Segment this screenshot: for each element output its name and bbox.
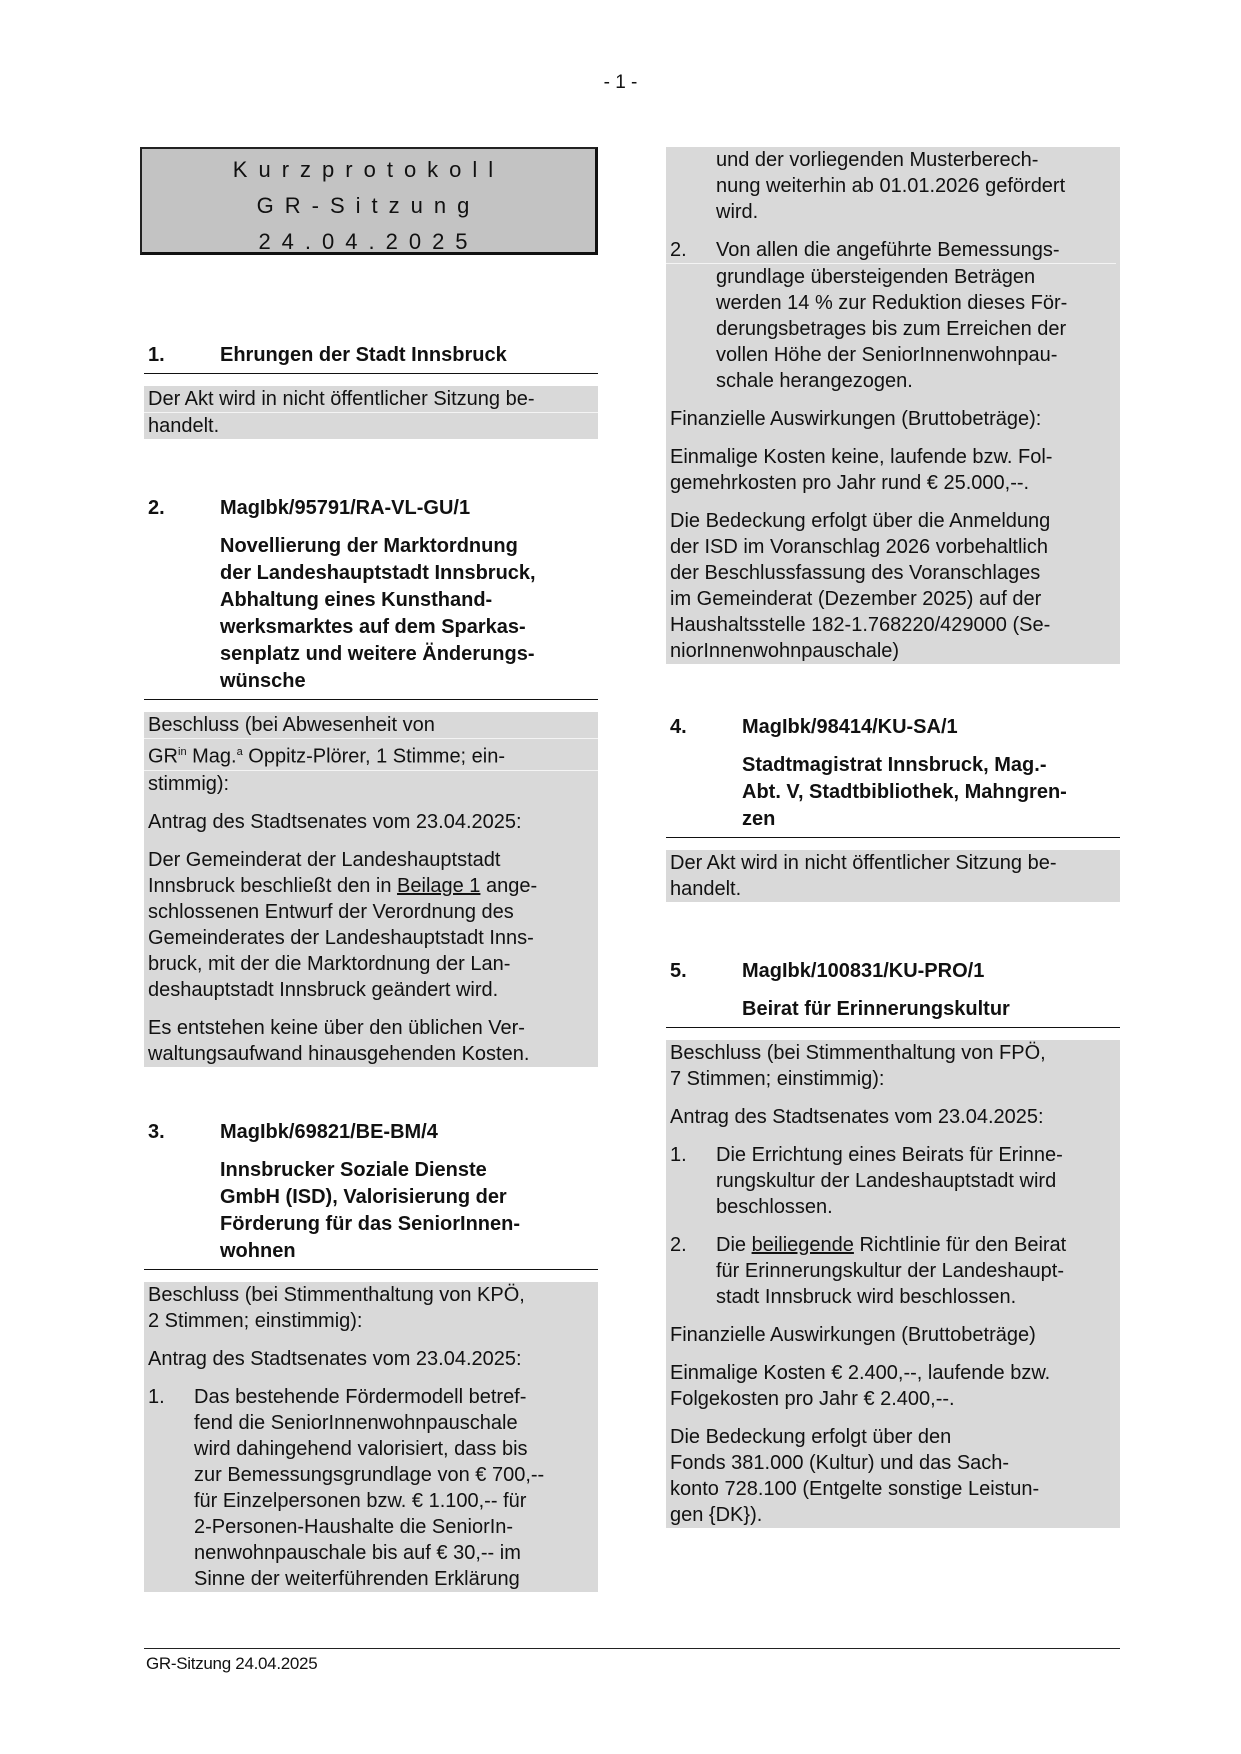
coverage-line: gen {DK}). xyxy=(670,1504,763,1526)
title-kurzprotokoll: Kurzprotokoll xyxy=(232,157,505,182)
item-subject: Beirat für Erinnerungskultur xyxy=(742,998,1010,1020)
list-item: 2. Die beiliegende Richtlinie für den Beirat für Erinnerungskultur der Landeshaupt- stadt Innsbruck wird beschlossen. xyxy=(670,1234,1067,1308)
item-subject: Stadtmagistrat Innsbruck, Mag.- Abt. V, Stadtbibliothek, Mahngren- zen xyxy=(742,754,1067,830)
body-line: Der Akt wird in nicht öffentlicher Sitzung be- xyxy=(148,388,535,410)
item-body xyxy=(144,386,598,439)
coverage-line: konto 728.100 (Entgelte sonstige Leistun- xyxy=(670,1478,1040,1500)
item-body xyxy=(666,850,1120,902)
coverage-line: im Gemeinderat (Dezember 2025) auf der xyxy=(670,588,1042,610)
coverage-line: Haushaltsstelle 182-1.768220/429000 (Se- xyxy=(670,614,1051,636)
item-reference: MagIbk/100831/KU-PRO/1 xyxy=(742,960,985,982)
decision-line: $GR^{in}$ Mag.$^a$ Oppitz-Plörer, 1 Stimme; ein- xyxy=(148,745,506,768)
item-heading xyxy=(144,1119,598,1270)
coverage-line: Die Bedeckung erfolgt über den xyxy=(670,1426,952,1448)
financial-line: gemehrkosten pro Jahr rund € 25.000,--. xyxy=(670,472,1030,494)
coverage-line: Die Bedeckung erfolgt über die Anmeldung xyxy=(670,510,1051,532)
financial-line: Einmalige Kosten keine, laufende bzw. Fol- xyxy=(670,446,1053,468)
costs-line: Es entstehen keine über den üblichen Ver- xyxy=(148,1016,525,1039)
list-item: 1. Die Errichtung eines Beirats für Erinne- rungskultur der Landeshauptstadt wird beschlossen. xyxy=(670,1144,1063,1218)
item-number: 3. xyxy=(148,1120,165,1143)
footer-text: GR-Sitzung 24.04.2025 xyxy=(146,1654,318,1673)
financial-label: Finanzielle Auswirkungen (Bruttobeträge): xyxy=(670,408,1042,430)
page-number: - 1 - xyxy=(603,72,638,93)
title-session: GR-Sitzung xyxy=(256,193,481,218)
item-title: Ehrungen der Stadt Innsbruck xyxy=(220,344,507,366)
attachment-link-beilage-1[interactable]: Beilage 1 xyxy=(397,874,481,897)
agenda-item-1 xyxy=(144,342,598,439)
item-number: 2. xyxy=(148,497,165,519)
body-line: handelt. xyxy=(148,415,220,437)
item-number: 4. xyxy=(670,716,687,738)
agenda-item-5 xyxy=(666,958,1120,1528)
item-heading xyxy=(666,958,1120,1028)
agenda-item-3 xyxy=(144,1119,598,1592)
agenda-item-4 xyxy=(666,714,1120,902)
attachment-link-beiliegende[interactable]: beiliegende xyxy=(751,1234,854,1256)
item-reference: MagIbk/98414/KU-SA/1 xyxy=(742,716,958,738)
decision-line: Beschluss (bei Abwesenheit von xyxy=(148,714,435,736)
list-item: 1. Das bestehende Fördermodell betref- fend die SeniorInnenwohnpauschale wird dahingehend valorisiert, dass bis zur Bemessungsgrundlage von € 700,-- für Einzelpersonen bzw. € 1.100,-- für 2-Personen-Haushalte die SeniorIn- nenwohnpauschale bis auf € 30,-- im Sinne der weiterführenden Erklärung xyxy=(148,1385,545,1590)
agenda-item-3-continued xyxy=(666,147,1120,664)
item-reference: MagIbk/95791/RA-VL-GU/1 xyxy=(220,497,471,519)
coverage-line: der ISD im Voranschlag 2026 vorbehaltlich xyxy=(670,536,1048,558)
item-number: 1. xyxy=(148,344,165,366)
item-number: 5. xyxy=(670,960,687,982)
item-reference: MagIbk/69821/BE-BM/4 xyxy=(220,1120,438,1143)
left-column xyxy=(144,342,598,1592)
item-body xyxy=(666,1040,1120,1528)
decision-line: 7 Stimmen; einstimmig): xyxy=(670,1068,885,1090)
body-line: handelt. xyxy=(670,878,742,900)
item-heading xyxy=(666,714,1120,838)
decision-line: Beschluss (bei Stimmenthaltung von KPÖ, xyxy=(148,1283,525,1306)
item-heading xyxy=(144,342,598,374)
coverage-line: der Beschlussfassung des Voranschlages xyxy=(670,562,1041,584)
item-body xyxy=(144,1282,598,1592)
costs-line: waltungsaufwand hinausgehenden Kosten. xyxy=(148,1042,530,1065)
decision-line: Beschluss (bei Stimmenthaltung von FPÖ, xyxy=(670,1042,1046,1064)
motion-line: Antrag des Stadtsenates vom 23.04.2025: xyxy=(148,1347,522,1370)
item-heading xyxy=(144,495,598,700)
decision-line: stimmig): xyxy=(148,772,230,795)
motion-line: Antrag des Stadtsenates vom 23.04.2025: xyxy=(670,1106,1044,1128)
decision-line: 2 Stimmen; einstimmig): xyxy=(148,1309,363,1332)
item-subject: Innsbrucker Soziale Dienste GmbH (ISD), Valorisierung der Förderung für das SeniorInnen- wohnen xyxy=(220,1158,521,1262)
coverage-line: Fonds 381.000 (Kultur) und das Sach- xyxy=(670,1452,1010,1474)
financial-line: Einmalige Kosten € 2.400,--, laufende bzw. xyxy=(670,1362,1051,1384)
coverage-line: niorInnenwohnpauschale) xyxy=(670,640,900,662)
motion-line: Antrag des Stadtsenates vom 23.04.2025: xyxy=(148,810,522,833)
body-line: Der Akt wird in nicht öffentlicher Sitzung be- xyxy=(670,852,1057,874)
item-subject: Novellierung der Marktordnung der Landeshauptstadt Innsbruck, Abhaltung eines Kunsthand- werksmarktes auf dem Sparkas- senplatz und weitere Änderungs- wünsche xyxy=(220,535,536,692)
title-date: 24.04.2025 xyxy=(258,229,479,254)
list-item-continued: und der vorliegenden Musterberech- nung weiterhin ab 01.01.2026 gefördert wird. xyxy=(716,149,1066,223)
agenda-item-2 xyxy=(144,495,598,1067)
item-body: Beschluss (bei Abwesenheit von $GR^{in}$ Mag.$^a$ Oppitz-Plörer, 1 Stimme; ein- stimmig): Antrag des Stadtsenates vom 23.04.2025: Der Gemeinderat der Landeshauptstadt Innsbruck beschließt den in Beilage 1 ange- schlossenen Entwurf der Verordnung des Gemeinderates der Landeshauptstadt Inns- bruck, mit der die Marktordnung der Lan- deshauptstadt Innsbruck geändert wird. Es entstehen keine über den üblichen Ver- waltungsaufwand hinausgehenden Kosten. xyxy=(144,712,598,1067)
financial-label: Finanzielle Auswirkungen (Bruttobeträge) xyxy=(670,1324,1036,1346)
item-body xyxy=(666,147,1120,664)
financial-line: Folgekosten pro Jahr € 2.400,--. xyxy=(670,1388,955,1410)
right-column xyxy=(666,147,1120,1528)
document-title-box xyxy=(140,147,598,255)
list-item: 2. Von allen die angeführte Bemessungs- grundlage übersteigenden Beträgen werden 14 % zur Reduktion dieses För- derungsbetrages bis zum Erreichen der vollen Höhe der SeniorInnenwohnpau- schale herangezogen. xyxy=(666,237,1120,394)
footer-divider xyxy=(144,1648,1120,1649)
